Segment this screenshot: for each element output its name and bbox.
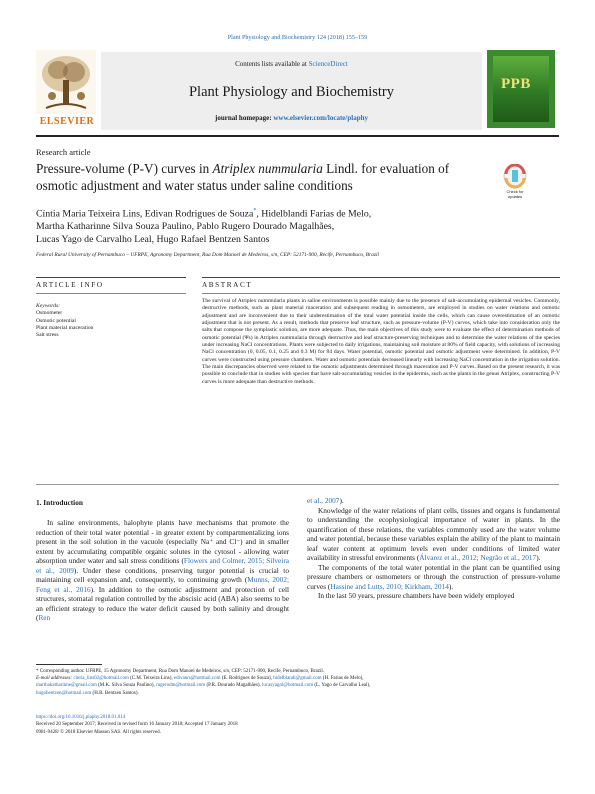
author-names-1[interactable]: Cíntia Maria Teixeira Lins, Edivan Rodrigues de Souza: [36, 208, 254, 220]
elsevier-tree-icon: [36, 50, 96, 114]
article-type: Research article: [36, 147, 91, 157]
journal-cover[interactable]: [487, 50, 555, 128]
abstract-rule-bottom: [202, 293, 560, 294]
title-part-1: Pressure-volume (P-V) curves in: [36, 161, 213, 176]
article-info-heading: ARTICLE INFO: [36, 281, 104, 289]
author-list: [36, 205, 506, 246]
authors-line-1: [36, 205, 506, 220]
intro-right-column: [307, 496, 560, 601]
intro-text-1b: ). Under these conditions, preserving turgor potential is crucial to maintaining cell expansion and, consequently, to continuing growth (: [36, 565, 289, 585]
authors-line-3[interactable]: Lucas Yago de Carvalho Leal, Hugo Rafael Bentzen Santos: [36, 234, 270, 246]
email-addresses: [36, 675, 559, 682]
email-addresses-3: [36, 690, 559, 697]
email-link[interactable]: lucasyagol@hotmail.com: [262, 683, 314, 689]
email-owner: (H. Farias de Melo),: [321, 676, 364, 682]
email-label: E-mail addresses:: [36, 676, 74, 682]
email-link[interactable]: rugerodm@hotmail.com: [156, 683, 206, 689]
intro-text-1a: In saline environments, halophyte plants have mechanisms that promote the reduction of their total water potential - in greater extent by compartmentalizing ions present in the soil solution in the vacuole (especially Na⁺ and Cl⁻) and in smaller extent by accumulating compatible organic solutes in the cytosol - allowing water absorption under water and salt stress conditions (: [36, 518, 289, 566]
email-link[interactable]: marthakatharinne@gmail.com: [36, 683, 97, 689]
crossmark-label: Check for updates: [506, 189, 524, 199]
affiliation: Federal Rural University of Pernambuco – UFRPE, Agronomy Department, Rua Dom Manoel de Medeiros, s/n, CEP: 52171-900, Recife, Pernambuco, Brazil: [36, 252, 379, 258]
sciencedirect-link[interactable]: ScienceDirect: [308, 60, 348, 68]
email-link[interactable]: edivanrs@hotmail.com: [173, 676, 221, 682]
intro-heading: 1. Introduction: [36, 498, 83, 507]
email-owner: (H.R. Bentzen Santos).: [91, 690, 139, 696]
email-owner: (E. Rodrigues de Souza),: [220, 676, 274, 682]
check-for-updates-button[interactable]: [500, 164, 530, 200]
received-dates: Received 20 September 2017; Received in revised form 16 January 2018; Accepted 17 January 2018: [36, 722, 238, 728]
citation-link[interactable]: Flowers and Colmer, 2015; Silveira et al., 2009: [36, 556, 289, 575]
email-addresses-2: [36, 682, 559, 689]
homepage-prefix: journal homepage:: [215, 114, 274, 122]
corresponding-author-marker[interactable]: *: [253, 208, 257, 214]
authors-line-2[interactable]: Martha Katharinne Silva Souza Paulino, Pablo Rugero Dourado Magalhães,: [36, 221, 335, 233]
corresponding-author-note: * Corresponding author. UFRPE, 15 Agronomy Department, Rua Dom Manoel de Medeiros, s/n, CEP: 52171-900, Recife, Pernambuco, Brazil.: [36, 669, 325, 674]
journal-reference[interactable]: Plant Physiology and Biochemistry 124 (2018) 155–159: [227, 34, 368, 41]
abstract-heading: ABSTRACT: [202, 281, 253, 289]
email-owner: (L. Yago de Carvalho Leal),: [313, 683, 371, 689]
email-owner: (M.K. Silva Souza Paulino),: [96, 683, 157, 689]
email-link[interactable]: cintia_lins02@hotmail.com: [73, 676, 129, 682]
citation-link[interactable]: Hassine and Lutts, 2010; Kirkham, 2014: [330, 581, 449, 591]
keywords-label: Keywords:: [36, 303, 61, 309]
keyword-item: Osmotic potential: [36, 317, 76, 324]
homepage-link[interactable]: www.elsevier.com/locate/plaphy: [273, 114, 368, 122]
intro-paragraph-3: [307, 563, 560, 592]
intro-text-1c: ). In addition to the osmotic adjustment and protection of cell structures, stomatal regulation controlled by the abscisic acid (ABA) also seems to be an efficient strategy to reduce the water deficit caused by both salinity and drought (: [36, 584, 290, 623]
copyright-notice: 0981-9428/ © 2018 Elsevier Masson SAS. All rights reserved.: [36, 729, 161, 735]
abstract-bottom-divider: [36, 484, 559, 485]
keyword-item: Salt stress: [36, 332, 59, 339]
citation-link[interactable]: Ren: [38, 613, 51, 623]
email-link[interactable]: hidelblandi@gmail.com: [273, 676, 322, 682]
contents-line: [101, 60, 482, 68]
homepage-line: [101, 114, 482, 122]
email-owner: (P.R. Dourado Magalhães),: [205, 683, 262, 689]
keyword-item: Plant material maceration: [36, 324, 94, 331]
footnote-divider: [36, 664, 102, 665]
abstract-text: The survival of Atriplex nummularia plants in saline environments is possible mainly due to the presence of salt-accumulating epidermal vesicles. Commonly, destructive methods, such as plant material maceration and subsequent reading in osmometers, are employed in studies on water relations and osmotic adjustment and are inconvenient due to their underestimation of the total water potential inside the cells, which can cause overestimation of an osmotic adjustment that is not present. As a result, methods that preserve leaf structure, such as pressure-volume (P-V) curves, which take into consideration only the salts that compose the symplastic solution, are more adequate. Thus, the main objectives of this study were to evaluate the effect of determination methods of osmotic potential (Ψs) in Atriplex nummularia through destructive and leaf structure-preserving techniques and to determine the water relations of the species under increasing NaCl concentrations. Plants were subjected to daily irrigations, maintaining soil moisture at 80% of field capacity, with solutions of increasing NaCl concentration (0, 0.05, 0.1, 0.25 and 0.3 M) for 84 days. Water potential, osmotic potential and osmotic adjustment were determined. In addition, P-V curves were constructed using pressure chambers. Water and osmotic potentials decreased linearly with increasing NaCl concentration in the irrigation solution. The main discrepancies observed were related to the osmotic adjustments determined through maceration and P-V curves. Based on the present research, it was possible to conclude that in studies with species that have salt-accumulating vesicles in the epidermis, such as the plants in the genus Atriplex, constructing P-V curves is more adequate than destructive methods.: [202, 298, 560, 385]
cover-artwork: [493, 56, 549, 122]
author-names-1b[interactable]: , Hidelblandi Farias de Melo,: [256, 208, 372, 220]
intro-text-2-end: ).: [536, 553, 541, 563]
intro-paragraph-2: [307, 506, 560, 563]
intro-paragraph-4: In the last 50 years, pressure chambers have been widely employed: [318, 591, 515, 601]
doi-link[interactable]: https://doi.org/10.1016/j.plaphy.2018.01.014: [36, 715, 126, 720]
article-info-rule-top: [36, 277, 186, 278]
footnotes: [36, 668, 559, 697]
keyword-item: Osmometer: [36, 310, 63, 317]
abstract-body: [202, 298, 560, 386]
intro-text-3-end: ).: [448, 581, 454, 591]
keywords-block: [36, 303, 186, 339]
title-species: Atriplex nummularia: [212, 161, 323, 176]
article-title: [36, 160, 486, 194]
intro-paragraph-1: [36, 518, 289, 623]
journal-title[interactable]: Plant Physiology and Biochemistry: [188, 84, 394, 100]
contents-prefix: Contents lists available at: [235, 60, 309, 68]
publication-info: [36, 714, 559, 736]
continuation-end: ).: [339, 496, 344, 505]
article-info-rule-bottom: [36, 293, 186, 294]
citation-link[interactable]: et al., 2007: [307, 496, 340, 505]
abstract-rule-top: [202, 277, 560, 278]
cover-text: PPB: [501, 76, 531, 92]
intro-continuation: [307, 496, 560, 506]
intro-text-2: Knowledge of the water relations of plant cells, tissues and organs is fundamental to understanding the ecophysiological importance of water in plants. In the quantification of these relations, the variables commonly used are the water volume and water potential, because these variables explain the ability of the plant to maintain leaf water content at optimum levels even under conditions of limited water availability in stressful environments (: [307, 505, 560, 563]
intro-text-3: The components of the total water potential in the plant can be quantified using pressure chambers or osmometers or through the construction of pressure-volume curves (: [307, 562, 560, 591]
publisher-name[interactable]: ELSEVIER: [39, 116, 95, 127]
citation-link[interactable]: Munns, 2002; Feng et al., 2016: [36, 575, 289, 594]
citation-link[interactable]: Álvarez et al., 2012; Negrão et al., 2017: [419, 553, 537, 563]
elsevier-logo: [36, 50, 96, 124]
title-part-2: Lindl. for evaluation of osmotic adjustment and water status under saline conditions: [36, 161, 450, 193]
header-divider: [36, 135, 559, 137]
intro-left-column: [36, 498, 290, 623]
email-link[interactable]: hugobentzen@hotmail.com: [36, 690, 92, 696]
email-owner: (C.M. Teixeira Lins),: [128, 676, 174, 682]
